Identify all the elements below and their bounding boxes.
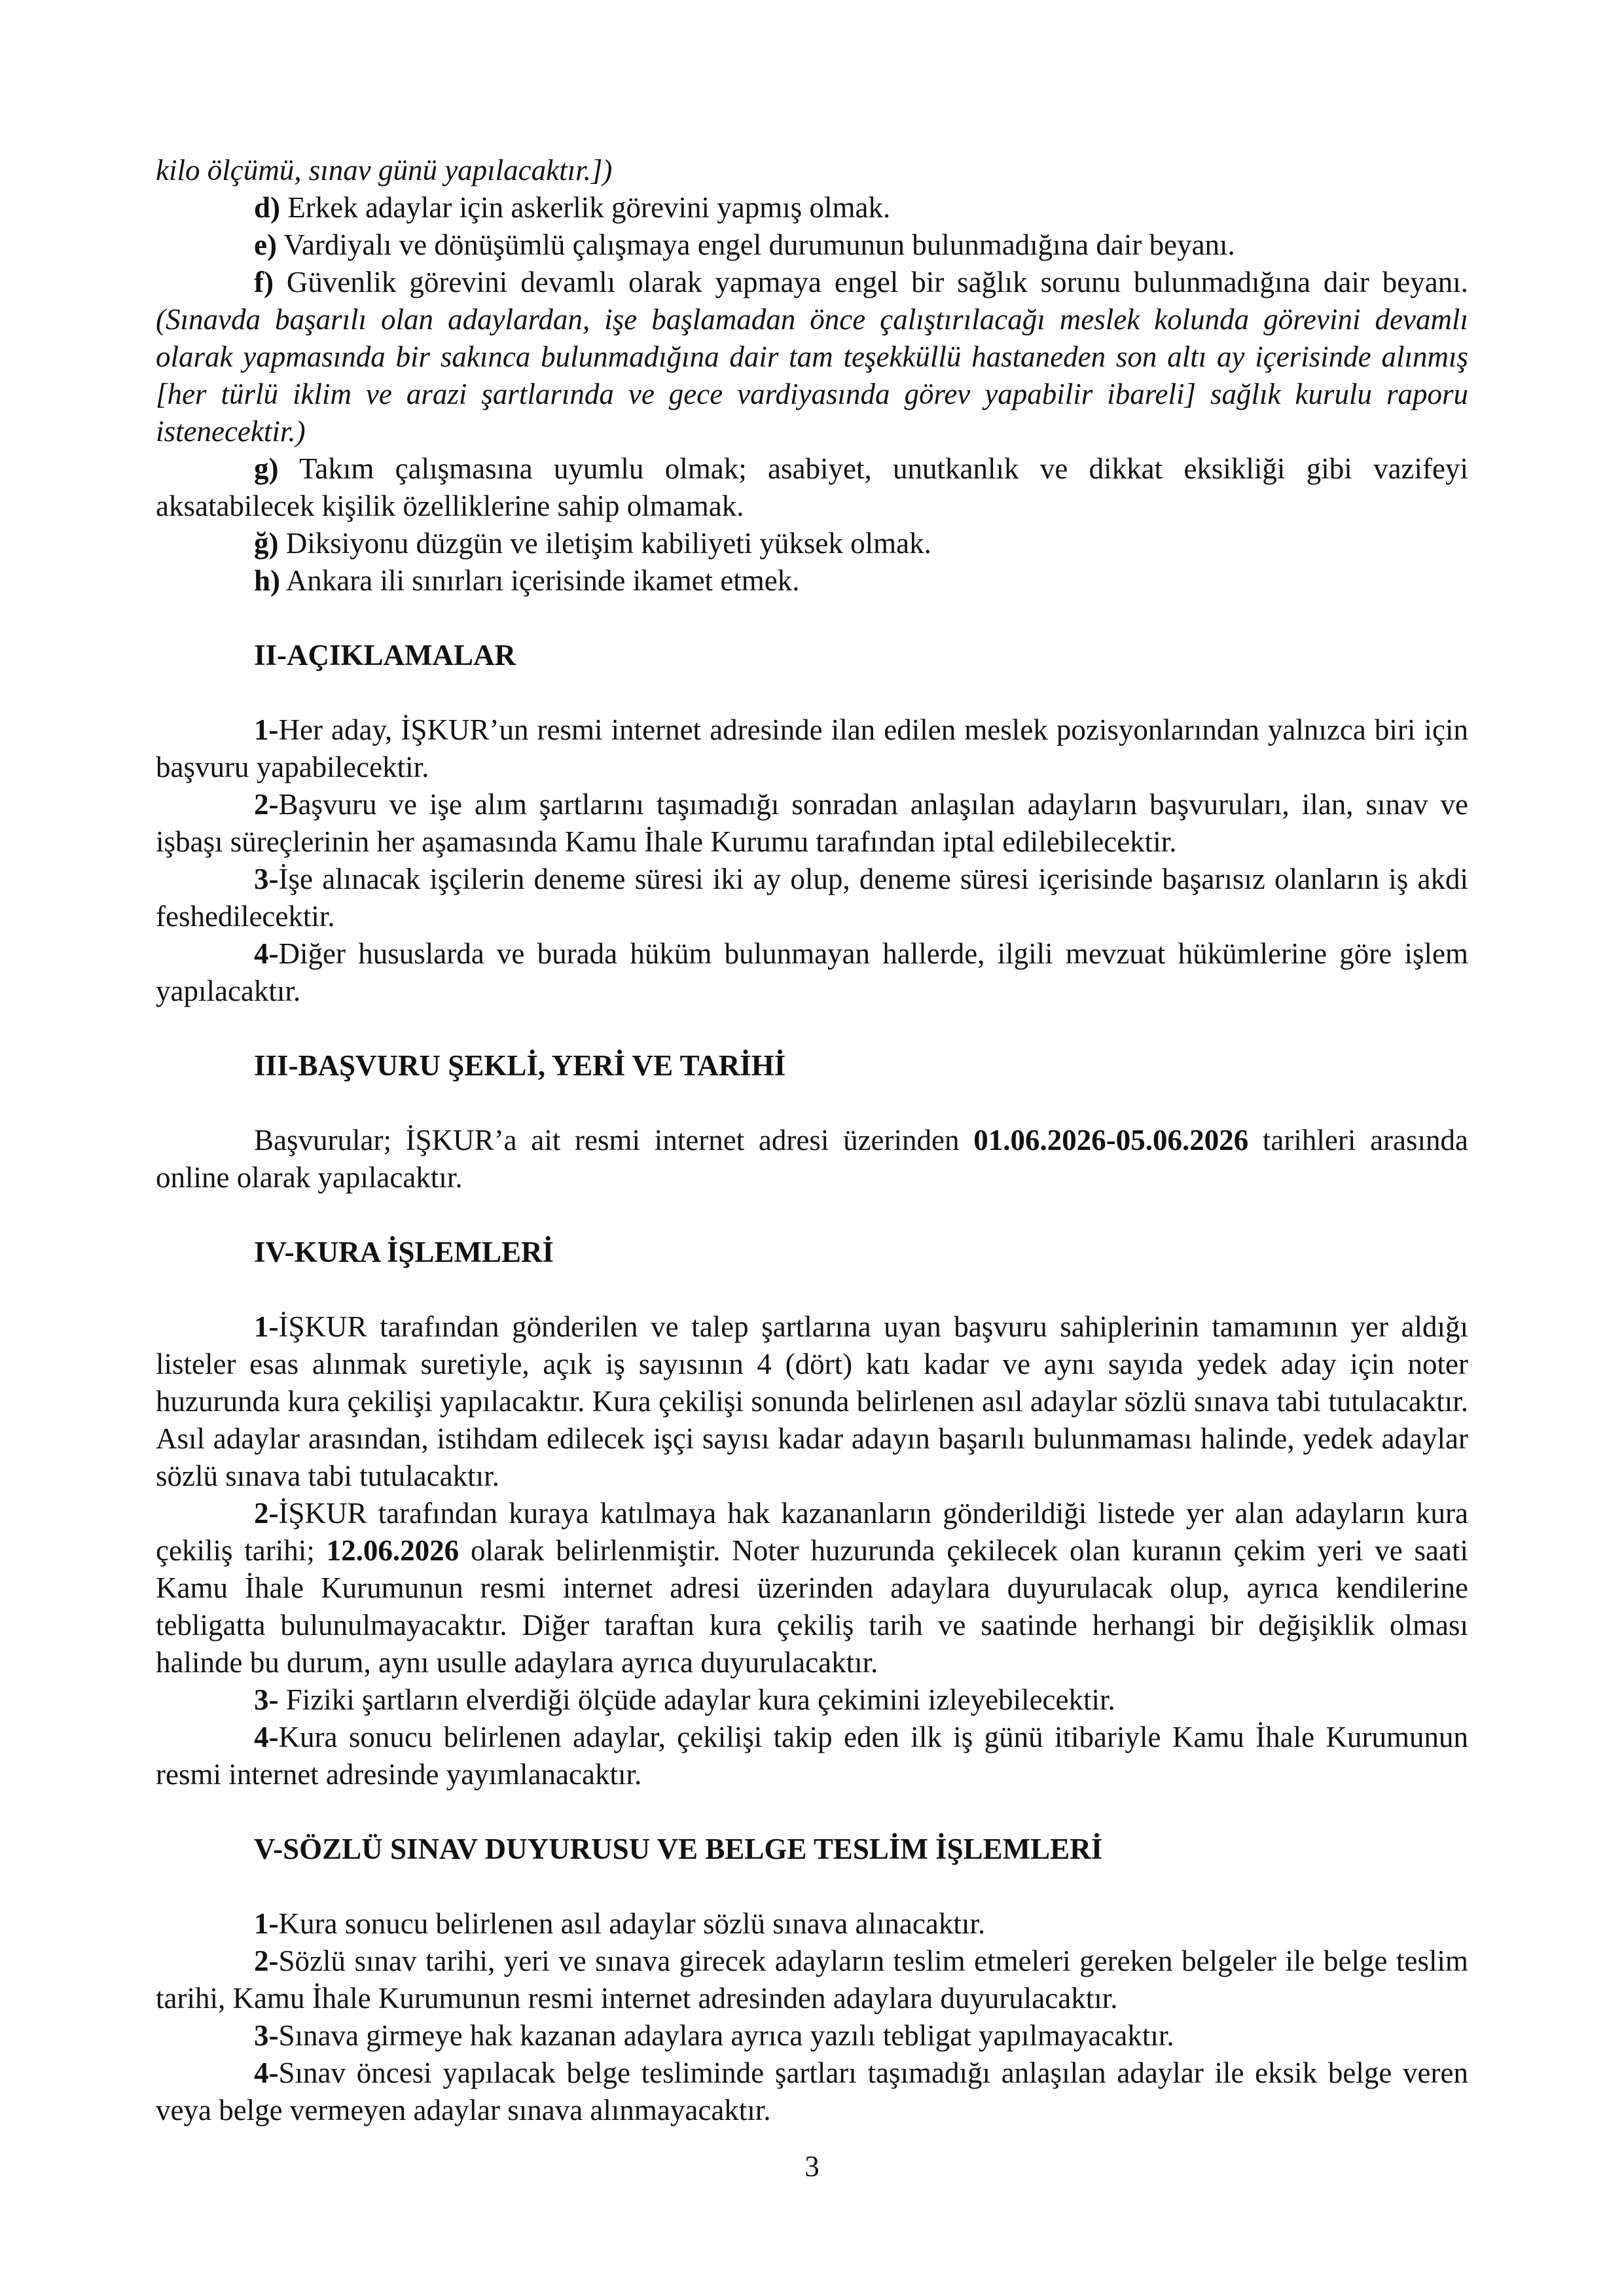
req-g: g) Takım çalışmasına uyumlu olmak; asabiyet, unutkanlık ve dikkat eksikliği gibi vazifeyi aksatabilecek kişilik özelliklerine sahip olmamak. (156, 452, 1468, 522)
s4-item-2: 2-İŞKUR tarafından kuraya katılmaya hak kazananların gönderildiği listede yer alan adayların kura çekiliş tarihi; 12.06.2026 olarak belirlenmiştir. Noter huzurunda çekilecek olan kuranın çekim yeri ve saati Kamu İhale Kurumunun resmi internet adresi üzerinden adaylara duyurulacak olup, ayrıca kendilerine tebligatta bulunulmayacaktır. Diğer taraftan kura çekiliş tarih ve saatinde herhangi bir değişiklik olması halinde bu durum, aynı usulle adaylara ayrıca duyurulacaktır. (156, 1497, 1468, 1679)
s2-item-3: 3-İşe alınacak işçilerin deneme süresi iki ay olup, deneme süresi içerisinde başarısız olanların iş akdi feshedilecektir. (156, 863, 1468, 933)
req-c-continuation: kilo ölçümü, sınav günü yapılacaktır.]) (156, 154, 613, 187)
s3-paragraph: Başvurular; İŞKUR’a ait resmi internet adresi üzerinden 01.06.2026-05.06.2026 tarihleri arasında online olarak yapılacaktır. (156, 1124, 1468, 1194)
req-e: e) Vardiyalı ve dönüşümlü çalışmaya engel durumunun bulunmadığına dair beyanı. (254, 228, 1235, 261)
s5-item-1: 1-Kura sonucu belirlenen asıl adaylar sözlü sınava alınacaktır. (254, 1907, 986, 1940)
req-gg: ğ) Diksiyonu düzgün ve iletişim kabiliyeti yüksek olmak. (254, 527, 931, 560)
document-page (156, 152, 1468, 2129)
req-d: d) Erkek adaylar için askerlik görevini yapmış olmak. (254, 191, 891, 224)
s2-item-2: 2-Başvuru ve işe alım şartlarını taşımadığı sonradan anlaşılan adayların başvuruları, ilan, sınav ve işbaşı süreçlerinin her aşamasında Kamu İhale Kurumu tarafından iptal edilebilecektir. (156, 788, 1468, 858)
s4-item-1: 1-İŞKUR tarafından gönderilen ve talep şartlarına uyan başvuru sahiplerinin tamamının yer aldığı listeler esas alınmak suretiyle, açık iş sayısının 4 (dört) katı kadar ve aynı sayıda yedek aday için noter huzurunda kura çekilişi yapılacaktır. Kura çekilişi sonunda belirlenen asıl adaylar sözlü sınava tabi tutulacaktır. Asıl adaylar arasından, istihdam edilecek işçi sayısı kadar adayın başarılı bulunmaması halinde, yedek adaylar sözlü sınava tabi tutulacaktır. (156, 1310, 1468, 1492)
req-h: h) Ankara ili sınırları içerisinde ikamet etmek. (254, 564, 800, 597)
s2-item-4: 4-Diğer hususlarda ve burada hüküm bulunmayan hallerde, ilgili mevzuat hükümlerine göre işlem yapılacaktır. (156, 937, 1468, 1007)
s4-item-3: 3- Fiziki şartların elverdiği ölçüde adaylar kura çekimini izleyebilecektir. (254, 1683, 1115, 1716)
section-heading-basvuru: III-BAŞVURU ŞEKLİ, YERİ VE TARİHİ (254, 1049, 786, 1082)
s5-item-4: 4-Sınav öncesi yapılacak belge tesliminde şartları taşımadığı anlaşılan adaylar ile eksik belge veren veya belge vermeyen adaylar sınava alınmayacaktır. (156, 2056, 1468, 2126)
req-f: f) Güvenlik görevini devamlı olarak yapmaya engel bir sağlık sorunu bulunmadığına dair beyanı. (Sınavda başarılı olan adaylardan, işe başlamadan önce çalıştırılacağı meslek kolunda görevini devamlı olarak yapmasında bir sakınca bulunmadığına dair tam teşekküllü hastaneden son altı ay içerisinde alınmış [her türlü iklim ve arazi şartlarında ve gece vardiyasında görev yapabilir ibareli] sağlık kurulu raporu istenecektir.) (156, 266, 1468, 448)
section-heading-sozlu-sinav: V-SÖZLÜ SINAV DUYURUSU VE BELGE TESLİM İŞLEMLERİ (254, 1833, 1103, 1865)
s5-item-2: 2-Sözlü sınav tarihi, yeri ve sınava girecek adayların teslim etmeleri gereken belgeler ile belge teslim tarihi, Kamu İhale Kurumunun resmi internet adresinden adaylara duyurulacaktır. (156, 1945, 1468, 2015)
section-heading-aciklamalar: II-AÇIKLAMALAR (254, 639, 516, 672)
s5-item-3: 3-Sınava girmeye hak kazanan adaylara ayrıca yazılı tebligat yapılmayacaktır. (254, 2019, 1174, 2052)
page-number: 3 (804, 2150, 820, 2183)
s2-item-1: 1-Her aday, İŞKUR’un resmi internet adresinde ilan edilen meslek pozisyonlarından yalnızca biri için başvuru yapabilecektir. (156, 713, 1468, 783)
s4-item-4: 4-Kura sonucu belirlenen adaylar, çekilişi takip eden ilk iş günü itibariyle Kamu İhale Kurumunun resmi internet adresinde yayımlanacaktır. (156, 1721, 1468, 1791)
section-heading-kura: IV-KURA İŞLEMLERİ (254, 1236, 554, 1268)
